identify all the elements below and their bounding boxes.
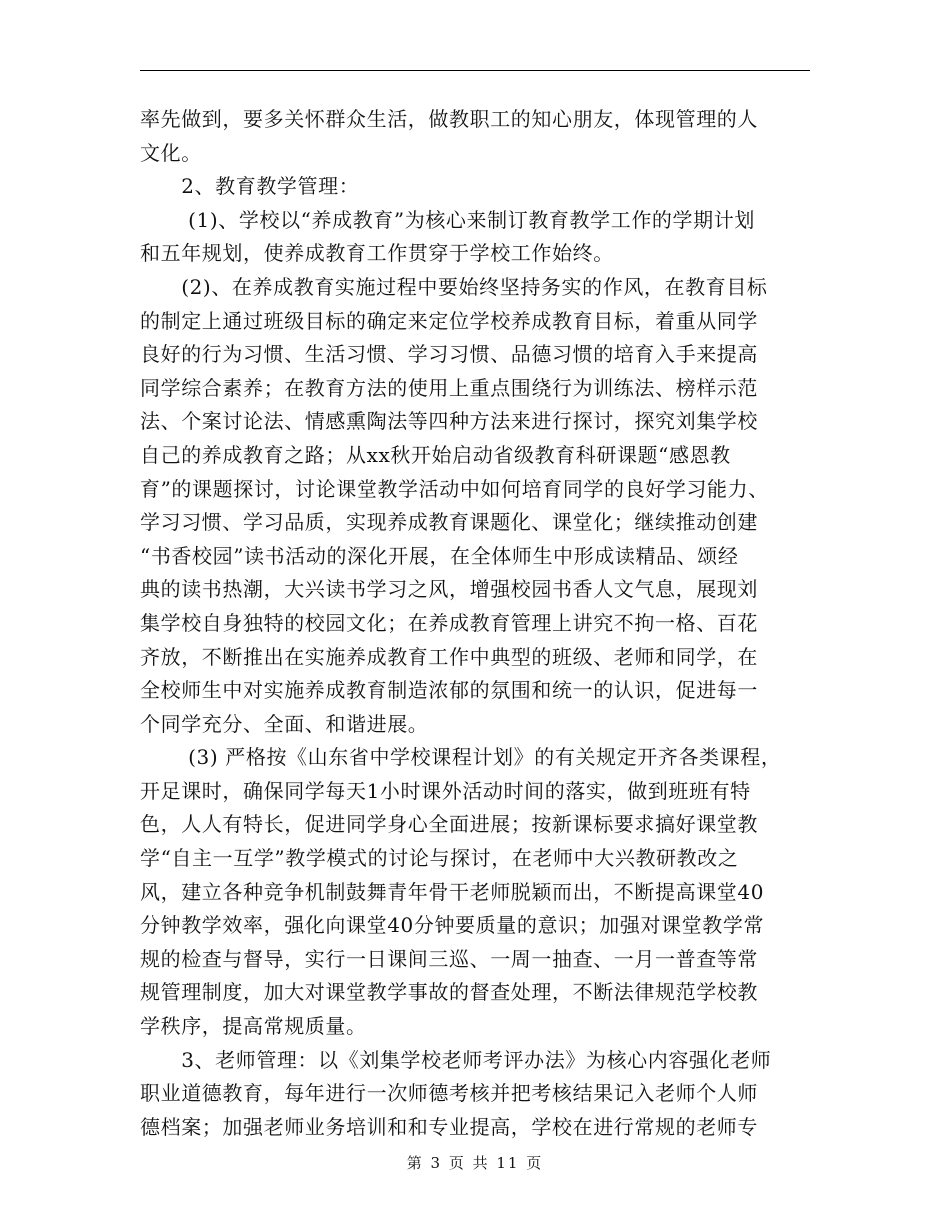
body-text: [140, 103, 812, 1144]
text-line: 规的检查与督导，实行一日课间三巡、一周一抽查、一月一普查等常: [140, 946, 758, 971]
text-line: 齐放，不断推出在实施养成教育工作中典型的班级、老师和同学，在: [140, 644, 758, 669]
text-line: (3) 严格按《山东省中学校课程计划》的有关规定开齐各类课程，: [140, 745, 782, 770]
text-line: 良好的行为习惯、生活习惯、学习习惯、品德习惯的培育入手来提高: [140, 342, 758, 367]
text-line: “书香校园”读书活动的深化开展，在全体师生中形成读精品、颂经: [140, 543, 739, 568]
text-line: 自己的养成教育之路；从xx秋开始启动省级教育科研课题“感恩教: [140, 442, 731, 467]
text-line: 率先做到，要多关怀群众生活，做教职工的知心朋友，体现管理的人: [140, 107, 758, 131]
text-line: 和五年规划，使养成教育工作贯穿于学校工作始终。: [140, 241, 614, 266]
text-line: 学习习惯、学习品质，实现养成教育课题化、课堂化；继续推动创建: [140, 510, 758, 535]
text-line: 文化。: [140, 140, 202, 165]
text-line: 风，建立各种竞争机制鼓舞青年骨干老师脱颖而出，不断提高课堂40: [140, 879, 765, 904]
text-line: 色，人人有特长，促进同学身心全面进展；按新课标要求搞好课堂教: [140, 812, 758, 837]
header-rule: [140, 70, 810, 71]
text-line: 分钟教学效率，强化向课堂40分钟要质量的意识；加强对课堂教学常: [140, 913, 765, 938]
text-line: 3、老师管理：以《刘集学校老师考评办法》为核心内容强化老师: [140, 1047, 772, 1072]
text-line: 学“自主一互学”教学模式的讨论与探讨，在老师中大兴教研教改之: [140, 846, 739, 871]
text-line: 的制定上通过班级目标的确定来定位学校养成教育目标，着重从同学: [140, 308, 758, 333]
text-line: (2)、在养成教育实施过程中要始终坚持务实的作风，在教育目标: [140, 274, 768, 299]
page-number: 第 3 页 共 11 页: [406, 1154, 544, 1172]
text-line: 职业道德教育，每年进行一次师德考核并把考核结果记入老师个人师: [140, 1081, 758, 1106]
text-line: 育”的课题探讨，讨论课堂教学活动中如何培育同学的良好学习能力、: [140, 476, 769, 501]
text-line: 开足课时，确保同学每天1小时课外活动时间的落实，做到班班有特: [140, 778, 751, 803]
text-line: 规管理制度，加大对课堂教学事故的督查处理，不断法律规范学校教: [140, 980, 758, 1005]
section-heading: 2、教育教学管理：: [140, 174, 360, 199]
text-line: (1)、学校以“养成教育”为核心来制订教育教学工作的学期计划: [140, 207, 755, 232]
text-line: 典的读书热潮，大兴读书学习之风，增强校园书香人文气息，展现刘: [140, 577, 758, 602]
text-line: 学秩序，提高常规质量。: [140, 1014, 367, 1039]
text-line: 个同学充分、全面、和谐进展。: [140, 711, 429, 736]
text-line: 同学综合素养；在教育方法的使用上重点围绕行为训练法、榜样示范: [140, 375, 758, 400]
text-line: 集学校自身独特的校园文化；在养成教育管理上讲究不拘一格、百花: [140, 610, 758, 635]
text-line: 法、个案讨论法、情感熏陶法等四种方法来进行探讨，探究刘集学校: [140, 409, 758, 434]
text-line: 德档案；加强老师业务培训和和专业提高，学校在进行常规的老师专: [140, 1114, 758, 1139]
text-line: 全校师生中对实施养成教育制造浓郁的氛围和统一的认识，促进每一: [140, 678, 758, 703]
